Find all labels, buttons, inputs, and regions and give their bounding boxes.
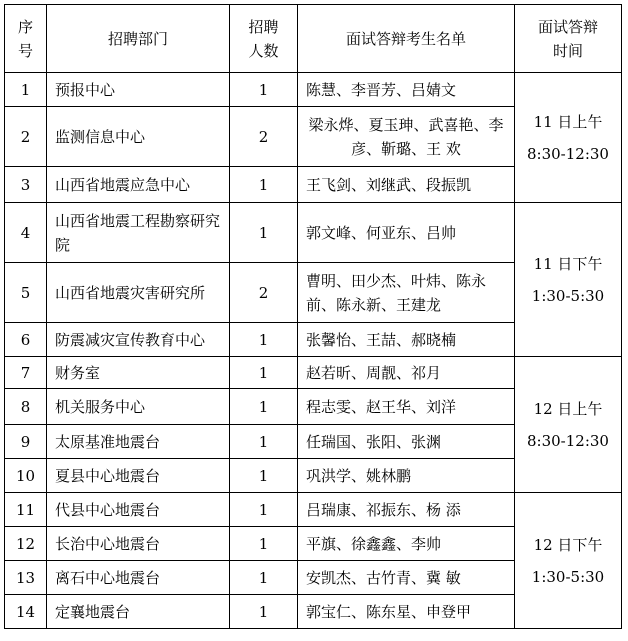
row-count: 1 bbox=[230, 203, 298, 263]
row-dept: 山西省地震工程勘察研究院 bbox=[47, 203, 230, 263]
row-names: 张馨怡、王喆、郝晓楠 bbox=[298, 323, 515, 357]
time-slot-range: 1:30-5:30 bbox=[531, 567, 605, 586]
time-slot-day: 11 日上午 bbox=[533, 112, 603, 131]
row-names: 赵若昕、周靓、祁月 bbox=[298, 357, 515, 389]
row-seq: 3 bbox=[5, 167, 47, 203]
row-dept: 离石中心地震台 bbox=[47, 561, 230, 595]
row-seq: 4 bbox=[5, 203, 47, 263]
row-names: 任瑞国、张阳、张渊 bbox=[298, 425, 515, 459]
row-dept: 山西省地震应急中心 bbox=[47, 167, 230, 203]
time-slot-4 bbox=[515, 493, 622, 629]
row-dept: 机关服务中心 bbox=[47, 389, 230, 425]
header-dept: 招聘部门 bbox=[47, 5, 230, 73]
row-seq: 1 bbox=[5, 73, 47, 107]
row-seq: 14 bbox=[5, 595, 47, 629]
row-count: 1 bbox=[230, 527, 298, 561]
row-seq: 9 bbox=[5, 425, 47, 459]
header-count-line2: 人数 bbox=[248, 41, 279, 60]
row-count: 1 bbox=[230, 389, 298, 425]
row-names: 巩洪学、姚林鹏 bbox=[298, 459, 515, 493]
header-time bbox=[515, 5, 622, 73]
row-names: 吕瑞康、祁振东、杨 添 bbox=[298, 493, 515, 527]
row-count: 2 bbox=[230, 107, 298, 167]
header-time-line2: 时间 bbox=[552, 41, 583, 60]
row-count: 1 bbox=[230, 459, 298, 493]
row-count: 1 bbox=[230, 167, 298, 203]
time-slot-range: 8:30-12:30 bbox=[527, 144, 609, 163]
row-seq: 7 bbox=[5, 357, 47, 389]
row-names: 曹明、田少杰、叶炜、陈永前、陈永新、王建龙 bbox=[298, 263, 515, 323]
row-seq: 12 bbox=[5, 527, 47, 561]
row-count: 1 bbox=[230, 425, 298, 459]
row-names: 安凯杰、古竹青、冀 敏 bbox=[298, 561, 515, 595]
row-seq: 8 bbox=[5, 389, 47, 425]
time-slot-day: 12 日下午 bbox=[533, 535, 603, 554]
row-dept: 防震减灾宣传教育中心 bbox=[47, 323, 230, 357]
row-count: 1 bbox=[230, 493, 298, 527]
row-names: 陈慧、李晋芳、吕婧文 bbox=[298, 73, 515, 107]
row-count: 1 bbox=[230, 357, 298, 389]
row-seq: 2 bbox=[5, 107, 47, 167]
time-slot-range: 8:30-12:30 bbox=[527, 431, 609, 450]
row-names: 郭宝仁、陈东星、申登甲 bbox=[298, 595, 515, 629]
row-dept: 定襄地震台 bbox=[47, 595, 230, 629]
header-seq-line2: 号 bbox=[17, 41, 33, 60]
row-dept: 预报中心 bbox=[47, 73, 230, 107]
row-count: 1 bbox=[230, 595, 298, 629]
table-row bbox=[5, 203, 622, 263]
row-dept: 财务室 bbox=[47, 357, 230, 389]
table-row bbox=[5, 73, 622, 107]
row-names: 郭文峰、何亚东、吕帅 bbox=[298, 203, 515, 263]
header-names: 面试答辩考生名单 bbox=[298, 5, 515, 73]
row-dept: 长治中心地震台 bbox=[47, 527, 230, 561]
row-seq: 11 bbox=[5, 493, 47, 527]
row-seq: 6 bbox=[5, 323, 47, 357]
header-count bbox=[230, 5, 298, 73]
row-seq: 13 bbox=[5, 561, 47, 595]
header-seq bbox=[5, 5, 47, 73]
time-slot-day: 11 日下午 bbox=[533, 254, 603, 273]
row-count: 1 bbox=[230, 73, 298, 107]
table-row bbox=[5, 493, 622, 527]
row-count: 1 bbox=[230, 561, 298, 595]
row-names: 平旗、徐鑫鑫、李帅 bbox=[298, 527, 515, 561]
row-dept: 监测信息中心 bbox=[47, 107, 230, 167]
row-count: 1 bbox=[230, 323, 298, 357]
row-names: 梁永烨、夏玉珅、武喜艳、李彦、靳璐、王 欢 bbox=[298, 107, 515, 167]
header-row bbox=[5, 5, 622, 73]
interview-schedule-table bbox=[4, 4, 622, 629]
row-count: 2 bbox=[230, 263, 298, 323]
row-names: 程志雯、赵王华、刘洋 bbox=[298, 389, 515, 425]
row-seq: 10 bbox=[5, 459, 47, 493]
row-dept: 太原基准地震台 bbox=[47, 425, 230, 459]
row-dept: 夏县中心地震台 bbox=[47, 459, 230, 493]
row-seq: 5 bbox=[5, 263, 47, 323]
row-dept: 山西省地震灾害研究所 bbox=[47, 263, 230, 323]
header-time-line1: 面试答辩 bbox=[537, 17, 598, 36]
time-slot-day: 12 日上午 bbox=[533, 399, 603, 418]
row-names: 王飞剑、刘继武、段振凯 bbox=[298, 167, 515, 203]
header-count-line1: 招聘 bbox=[248, 17, 279, 36]
row-dept: 代县中心地震台 bbox=[47, 493, 230, 527]
header-seq-line1: 序 bbox=[17, 17, 33, 36]
time-slot-2 bbox=[515, 203, 622, 357]
time-slot-1 bbox=[515, 73, 622, 203]
table-row bbox=[5, 357, 622, 389]
time-slot-range: 1:30-5:30 bbox=[531, 286, 605, 305]
time-slot-3 bbox=[515, 357, 622, 493]
